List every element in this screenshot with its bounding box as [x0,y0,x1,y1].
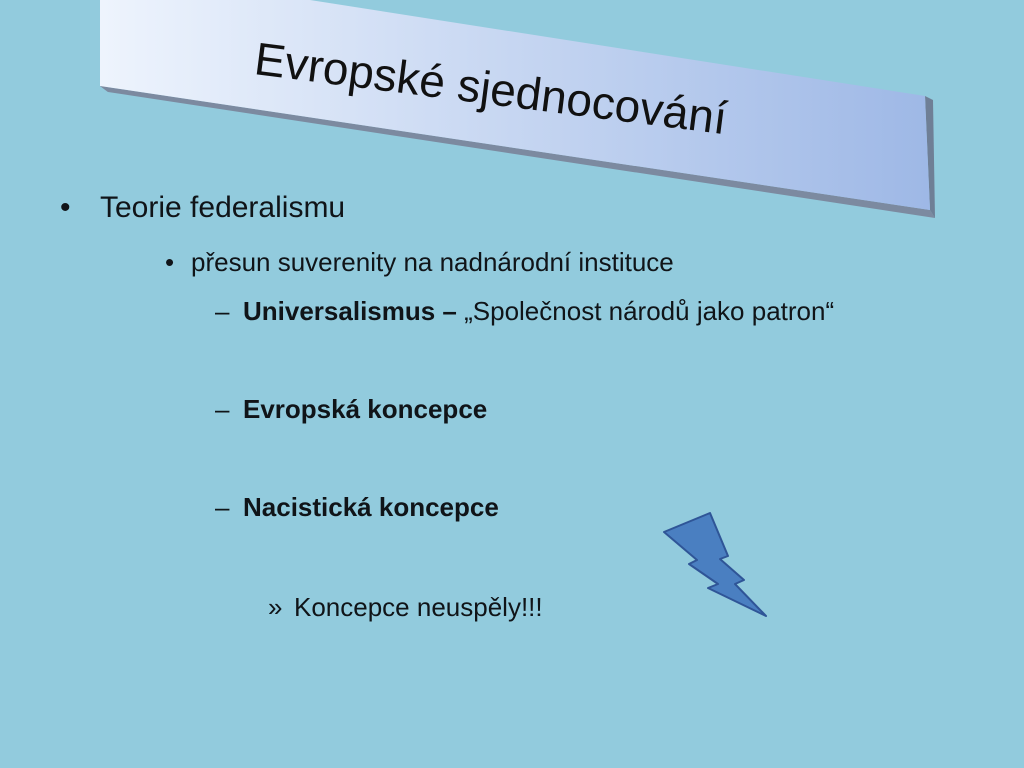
bullet-nacisticka-koncepce [215,490,499,524]
dash-marker: – [215,492,230,522]
lightning-bolt-icon [660,510,772,620]
bullet-universalismus [215,294,834,328]
bullet-marker: • [165,247,175,277]
bullet-text: Koncepce neuspěly!!! [294,592,543,622]
slide-title: Evropské sjednocování [251,32,731,145]
bullet-teorie-federalismu [60,188,345,228]
bullet-presun-suverenity [165,245,674,279]
bullet-marker: • [60,191,71,224]
bullet-bold-text: Universalismus – [243,296,457,326]
bullet-text: „Společnost národů jako patron“ [456,296,835,326]
dash-marker: – [215,296,230,326]
dash-marker: – [215,394,230,424]
chevron-marker: » [268,592,283,622]
bullet-koncepce-neuspely [268,590,543,624]
bullet-bold-text: Nacistická koncepce [243,492,499,522]
bullet-bold-text: Evropská koncepce [243,394,488,424]
bullet-evropska-koncepce [215,392,487,426]
bullet-text: přesun suverenity na nadnárodní instituce [191,247,674,277]
bullet-text: Teorie federalismu [100,191,346,224]
